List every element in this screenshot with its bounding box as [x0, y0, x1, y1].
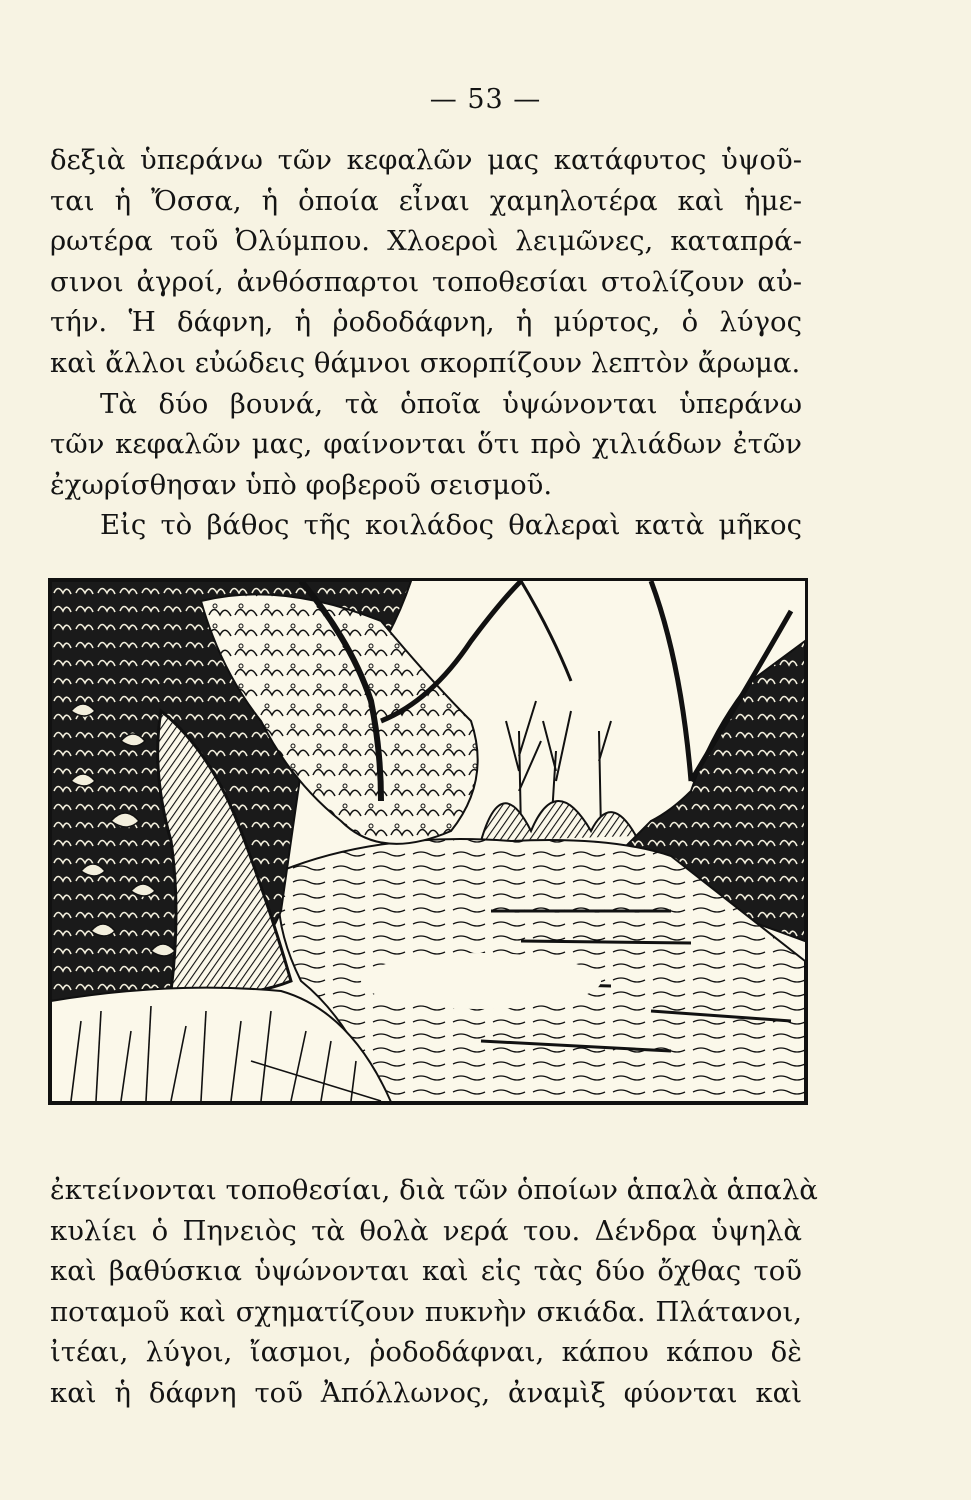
- text-block-bottom: [50, 1170, 818, 1414]
- text-line: ἐκτείνονται τοποθεσίαι, διὰ τῶν ὁποίων ἁπαλὰ ἁπαλὰ: [50, 1174, 818, 1206]
- text-line: σινοι ἀγροί, ἀνθόσπαρτοι τοποθεσίαι στολίζουν αὐ-: [50, 265, 802, 298]
- text-line: ἰτέαι, λύγοι, ἴασμοι, ῥοδοδάφναι, κάπου κάπου δὲ: [50, 1336, 802, 1369]
- paragraph-1: [50, 140, 802, 384]
- text-line: Τὰ δύο βουνά, τὰ ὁποῖα ὑψώνονται ὑπεράνω: [100, 387, 802, 420]
- text-line: ἐχωρίσθησαν ὑπὸ φοβεροῦ σεισμοῦ.: [50, 468, 553, 501]
- text-line: Εἰς τὸ βάθος τῆς κοιλάδος θαλεραὶ κατὰ μῆκος: [100, 509, 802, 542]
- text-line: καὶ ἡ δάφνη τοῦ Ἀπόλλωνος, ἀναμὶξ φύονται καὶ: [50, 1376, 802, 1409]
- text-line: κυλίει ὁ Πηνειὸς τὰ θολὰ νερά του. Δένδρα ὑψηλὰ: [50, 1214, 802, 1247]
- page-number: — 53 —: [429, 84, 542, 115]
- paragraph-2: [50, 384, 802, 506]
- text-line: ποταμοῦ καὶ σχηματίζουν πυκνὴν σκιάδα. Πλάτανοι,: [50, 1295, 802, 1328]
- river-valley-illustration: [48, 578, 808, 1105]
- text-block-top: [50, 140, 802, 546]
- text-line: καὶ βαθύσκια ὑψώνονται καὶ εἰς τὰς δύο ὄχθας τοῦ: [50, 1255, 802, 1288]
- text-line: καὶ ἄλλοι εὐώδεις θάμνοι σκορπίζουν λεπτὸν ἄρωμα.: [50, 346, 801, 379]
- paragraph-3-continued: [50, 1170, 818, 1414]
- river-drawing: [51, 581, 805, 1102]
- text-line: δεξιὰ ὑπεράνω τῶν κεφαλῶν μας κατάφυτος ὑψοῦ-: [50, 144, 802, 176]
- text-line: τῶν κεφαλῶν μας, φαίνονται ὅτι πρὸ χιλιάδων ἐτῶν: [50, 428, 802, 461]
- paragraph-3-start: [50, 505, 802, 546]
- text-line: ρωτέρα τοῦ Ὀλύμπου. Χλοεροὶ λειμῶνες, καταπρά-: [50, 225, 802, 258]
- text-line: τήν. Ἡ δάφνη, ἡ ῥοδοδάφνη, ἡ μύρτος, ὁ λύγος: [50, 306, 802, 339]
- text-line: ται ἡ Ὄσσα, ἡ ὁποία εἶναι χαμηλοτέρα καὶ ἡμε-: [50, 184, 802, 217]
